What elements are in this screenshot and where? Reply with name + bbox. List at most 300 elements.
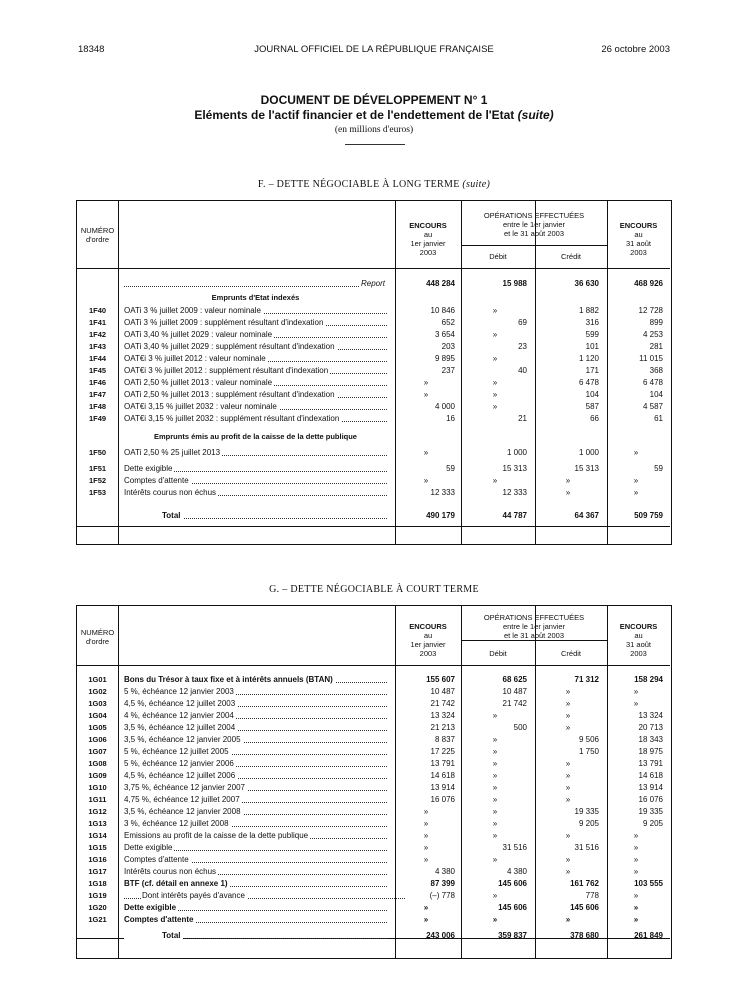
row-label <box>124 510 389 522</box>
cell-v1: 16 076 <box>430 795 455 804</box>
ops-l3: et le 31 août 2003 <box>503 229 565 238</box>
cell-v3: 378 680 <box>570 931 599 940</box>
row-label-text: Dette exigible <box>124 843 173 852</box>
header-divider <box>461 245 607 246</box>
section-f-title <box>0 179 748 190</box>
cell-v1: 12 333 <box>430 488 455 497</box>
row-code: 1F44 <box>88 354 107 363</box>
cell-v1: 21 213 <box>430 723 455 732</box>
cell-v2: » <box>492 354 498 363</box>
row-code: 1F42 <box>88 330 107 339</box>
cell-v4: 103 555 <box>634 879 663 888</box>
cell-v3: 31 516 <box>574 843 599 852</box>
table-row <box>77 278 670 290</box>
table-row <box>77 463 670 475</box>
cell-v2: » <box>492 378 498 387</box>
page-number: 18348 <box>78 44 105 55</box>
cell-v4: 4 587 <box>642 402 663 411</box>
cell-v3: 19 335 <box>574 807 599 816</box>
row-code: 1G21 <box>88 915 107 924</box>
ops-l1: OPÉRATIONS EFFECTUÉES <box>483 613 585 622</box>
cell-v4: 281 <box>649 342 663 351</box>
table-row <box>77 341 670 353</box>
table-row <box>77 487 670 499</box>
row-label-text: Emprunts émis au profit de la caisse de la dette publique <box>154 432 357 441</box>
cell-v4: 19 335 <box>638 807 663 816</box>
cell-v4: 468 926 <box>634 279 663 288</box>
encours-aug-1: ENCOURS <box>619 622 658 631</box>
table-row <box>77 389 670 401</box>
table-row <box>77 401 670 413</box>
cell-v3: » <box>565 476 571 485</box>
row-label-text: OATi 2,50 % 25 juillet 2013 <box>124 448 221 457</box>
table-row <box>77 475 670 487</box>
row-label <box>124 365 389 377</box>
row-label-text: Bons du Trésor à taux fixe et à intérêts annuels (BTAN) <box>124 675 333 684</box>
cell-v1: (–) 778 <box>429 891 455 900</box>
col-numero-label: NUMÉRO <box>80 226 115 235</box>
col-numero-label: NUMÉRO <box>80 628 115 637</box>
document-title: DOCUMENT DE DÉVELOPPEMENT N° 1 <box>260 93 488 107</box>
cell-v2: » <box>492 747 498 756</box>
table-row <box>77 710 670 722</box>
cell-v3: 9 205 <box>578 819 599 828</box>
header-divider <box>77 665 670 666</box>
cell-v4: » <box>633 831 639 840</box>
row-label-text: OAT€i 3,15 % juillet 2032 : valeur nominale <box>124 402 277 411</box>
row-label <box>124 698 389 710</box>
row-code: 1G02 <box>88 687 107 696</box>
cell-v3: » <box>565 795 571 804</box>
row-label <box>124 794 389 806</box>
row-label-text: Comptes d'attente <box>124 855 189 864</box>
row-label <box>124 413 389 425</box>
row-code: 1G06 <box>88 735 107 744</box>
cell-v4: 13 324 <box>638 711 663 720</box>
cell-v1: » <box>423 448 429 457</box>
cell-v3: 1 000 <box>578 448 599 457</box>
cell-v2: » <box>492 306 498 315</box>
cell-v2: » <box>492 795 498 804</box>
row-label <box>124 341 389 353</box>
cell-v2: » <box>492 402 498 411</box>
row-label-text: BTF (cf. détail en annexe 1) <box>124 879 228 888</box>
row-code: 1G04 <box>88 711 107 720</box>
row-label-text: 4 %, échéance 12 janvier 2004 <box>124 711 234 720</box>
cell-v4: 18 343 <box>638 735 663 744</box>
row-label-text: Dette exigible <box>124 903 177 912</box>
row-label <box>124 329 389 341</box>
cell-v3: » <box>565 711 571 720</box>
row-label-text: Intérêts courus non échus <box>124 867 217 876</box>
leader-dots <box>124 286 389 287</box>
row-code: 1G08 <box>88 759 107 768</box>
cell-v1: » <box>423 476 429 485</box>
row-label <box>124 710 389 722</box>
cell-v4: » <box>633 448 639 457</box>
cell-v3: » <box>565 488 571 497</box>
col-header-numero <box>77 226 118 244</box>
cell-v3: » <box>565 687 571 696</box>
document-subtitle-suffix: (suite) <box>517 108 554 122</box>
row-code: 1F45 <box>88 366 107 375</box>
cell-v3: 36 630 <box>574 279 599 288</box>
cell-v1: 652 <box>441 318 455 327</box>
cell-v2: 12 333 <box>502 488 527 497</box>
table-row <box>77 413 670 425</box>
cell-v3: 101 <box>585 342 599 351</box>
cell-v3: » <box>565 771 571 780</box>
row-label-text: OATi 2,50 % juillet 2013 : supplément résultant d'indexation <box>124 390 335 399</box>
cell-v4: » <box>633 476 639 485</box>
cell-v1: 87 399 <box>430 879 455 888</box>
row-label-text: Emprunts d'Etat indexés <box>211 293 300 302</box>
cell-v4: » <box>633 867 639 876</box>
row-code: 1G11 <box>88 795 107 804</box>
table-row <box>77 447 670 459</box>
row-label <box>124 818 389 830</box>
ops-l2: entre le 1er janvier <box>502 220 566 229</box>
row-label <box>124 878 389 890</box>
encours-jan-l3: 1er janvier <box>410 640 446 649</box>
table-row <box>77 854 670 866</box>
cell-v1: 4 000 <box>434 402 455 411</box>
row-label-text: 3,5 %, échéance 12 juillet 2004 <box>124 723 236 732</box>
cell-v1: » <box>423 843 429 852</box>
table-row <box>77 806 670 818</box>
table-row <box>77 794 670 806</box>
cell-v2: 31 516 <box>502 843 527 852</box>
cell-v4: 11 015 <box>639 354 663 363</box>
cell-v2: 145 606 <box>498 903 527 912</box>
row-label-text: 4,75 %, échéance 12 juillet 2007 <box>124 795 240 804</box>
row-label <box>124 278 389 290</box>
row-label <box>124 317 389 329</box>
encours-jan-l2: au <box>423 631 433 640</box>
cell-v4: 13 791 <box>638 759 663 768</box>
cell-v3: » <box>565 831 571 840</box>
encours-aug-1: ENCOURS <box>619 221 658 230</box>
table-row <box>77 365 670 377</box>
ops-l2: entre le 1er janvier <box>502 622 566 631</box>
col-header-encours-aug <box>607 622 670 658</box>
ops-l1: OPÉRATIONS EFFECTUÉES <box>483 211 585 220</box>
col-header-encours-jan <box>395 221 461 257</box>
row-label <box>124 377 389 389</box>
cell-v4: » <box>633 891 639 900</box>
table-row <box>77 866 670 878</box>
cell-v4: 368 <box>649 366 663 375</box>
table-row <box>77 377 670 389</box>
table-row <box>77 734 670 746</box>
cell-v1: 13 791 <box>430 759 455 768</box>
document-subtitle <box>0 108 748 122</box>
row-code: 1F51 <box>88 464 107 473</box>
section-g-table <box>76 605 672 959</box>
total-row <box>77 930 670 942</box>
row-code: 1F53 <box>88 488 107 497</box>
row-label-text: 5 %, échéance 12 janvier 2003 <box>124 687 234 696</box>
publication-date: 26 octobre 2003 <box>601 44 670 55</box>
row-label-text: 3 %, échéance 12 juillet 2008 <box>124 819 229 828</box>
header-divider <box>77 268 670 269</box>
cell-v4: 4 253 <box>642 330 663 339</box>
cell-v1: 9 895 <box>434 354 455 363</box>
row-label <box>124 782 389 794</box>
cell-v4: 9 205 <box>642 819 663 828</box>
cell-v3: 171 <box>585 366 599 375</box>
row-label <box>124 722 389 734</box>
cell-v2: 40 <box>518 366 527 375</box>
cell-v4: » <box>633 855 639 864</box>
cell-v2: » <box>492 783 498 792</box>
row-code: 1G16 <box>88 855 107 864</box>
encours-aug-4: 2003 <box>630 649 647 658</box>
cell-v4: 59 <box>654 464 663 473</box>
row-code: 1G03 <box>88 699 107 708</box>
cell-v2: 21 742 <box>502 699 527 708</box>
document-subtitle-text: Eléments de l'actif financier et de l'endettement de l'Etat <box>194 108 515 122</box>
table-row <box>77 842 670 854</box>
cell-v3: » <box>565 867 571 876</box>
cell-v1: » <box>423 855 429 864</box>
col-header-encours-aug <box>607 221 670 257</box>
cell-v3: 587 <box>585 402 599 411</box>
cell-v2: 15 988 <box>502 279 527 288</box>
cell-v3: » <box>565 855 571 864</box>
cell-v4: » <box>633 903 639 912</box>
cell-v1: 10 487 <box>430 687 455 696</box>
cell-v4: 6 478 <box>642 378 663 387</box>
cell-v1: 448 284 <box>426 279 455 288</box>
row-label-text: Dont intérêts payés d'avance <box>142 891 245 900</box>
row-label-text: 3,5 %, échéance 12 janvier 2008 <box>124 807 241 816</box>
row-label-text: Intérêts courus non échus <box>124 488 217 497</box>
cell-v2: » <box>492 330 498 339</box>
cell-v4: 12 728 <box>638 306 663 315</box>
row-label <box>124 674 389 686</box>
table-row <box>77 686 670 698</box>
journal-title: JOURNAL OFFICIEL DE LA RÉPUBLIQUE FRANÇAISE <box>254 44 494 55</box>
row-label <box>124 463 389 475</box>
row-label-text: 3,75 %, échéance 12 janvier 2007 <box>124 783 245 792</box>
cell-v1: 13 324 <box>430 711 455 720</box>
cell-v1: » <box>423 390 429 399</box>
cell-v2: 68 625 <box>502 675 527 684</box>
cell-v4: » <box>633 915 639 924</box>
cell-v2: » <box>492 831 498 840</box>
encours-aug-4: 2003 <box>630 248 647 257</box>
row-label <box>124 686 389 698</box>
cell-v2: 21 <box>518 414 527 423</box>
encours-jan-l2: au <box>423 230 433 239</box>
row-label-text: OATi 2,50 % juillet 2013 : valeur nominale <box>124 378 273 387</box>
table-row <box>77 329 670 341</box>
cell-v1: 14 618 <box>430 771 455 780</box>
col-header-credit: Crédit <box>560 649 581 658</box>
col-header-credit: Crédit <box>560 252 581 261</box>
row-label-text: OATi 3 % juillet 2009 : supplément résultant d'indexation <box>124 318 324 327</box>
cell-v1: » <box>423 807 429 816</box>
cell-v1: 243 006 <box>426 931 455 940</box>
row-label <box>124 475 389 487</box>
col-header-operations <box>461 613 607 640</box>
cell-v4: » <box>633 488 639 497</box>
table-row <box>77 746 670 758</box>
row-label-text: Total <box>124 511 183 520</box>
table-row <box>77 830 670 842</box>
row-label <box>124 758 389 770</box>
cell-v3: 316 <box>585 318 599 327</box>
cell-v1: 490 179 <box>426 511 455 520</box>
cell-v3: 9 506 <box>578 735 599 744</box>
row-label-text: 3,5 %, échéance 12 janvier 2005 <box>124 735 241 744</box>
row-code: 1G19 <box>88 891 107 900</box>
cell-v3: 1 882 <box>578 306 599 315</box>
cell-v3: » <box>565 915 571 924</box>
cell-v4: » <box>633 843 639 852</box>
cell-v2: 10 487 <box>502 687 527 696</box>
row-label-text: 4,5 %, échéance 12 juillet 2003 <box>124 699 236 708</box>
cell-v3: 6 478 <box>578 378 599 387</box>
row-code: 1G07 <box>88 747 107 756</box>
cell-v3: » <box>565 783 571 792</box>
table-row <box>77 722 670 734</box>
cell-v2: 500 <box>513 723 527 732</box>
cell-v4: 16 076 <box>638 795 663 804</box>
cell-v2: 145 606 <box>498 879 527 888</box>
ops-l3: et le 31 août 2003 <box>503 631 565 640</box>
encours-aug-2: au <box>634 230 643 239</box>
row-code: 1F52 <box>88 476 107 485</box>
cell-v3: 15 313 <box>574 464 599 473</box>
row-label-text: 4,5 %, échéance 12 juillet 2006 <box>124 771 236 780</box>
table-row <box>77 890 670 902</box>
row-label <box>124 305 389 317</box>
cell-v1: » <box>423 831 429 840</box>
row-label <box>124 353 389 365</box>
row-label <box>124 487 389 499</box>
row-code: 1G05 <box>88 723 107 732</box>
row-label-text: OATi 3,40 % juillet 2029 : supplément résultant d'indexation <box>124 342 335 351</box>
row-code: 1F49 <box>88 414 107 423</box>
row-code: 1F48 <box>88 402 107 411</box>
row-code: 1G14 <box>88 831 107 840</box>
encours-jan-l4: 2003 <box>419 248 437 257</box>
cell-v4: 18 975 <box>638 747 663 756</box>
title-divider <box>345 144 405 145</box>
row-code: 1G13 <box>88 819 107 828</box>
cell-v3: 599 <box>585 330 599 339</box>
row-code: 1G18 <box>88 879 107 888</box>
cell-v2: 23 <box>518 342 527 351</box>
section-f-table <box>76 200 672 545</box>
total-row <box>77 510 670 522</box>
row-label <box>124 431 389 443</box>
col-header-debit: Débit <box>489 252 507 261</box>
row-label-text: Emissions au profit de la caisse de la dette publique <box>124 831 309 840</box>
table-row <box>77 758 670 770</box>
cell-v3: » <box>565 699 571 708</box>
row-code: 1F50 <box>88 448 107 457</box>
row-label <box>124 830 389 842</box>
cell-v4: 14 618 <box>638 771 663 780</box>
row-label-text: 5 %, échéance 12 janvier 2006 <box>124 759 234 768</box>
row-code: 1F41 <box>88 318 107 327</box>
encours-jan-l1: ENCOURS <box>409 221 447 230</box>
row-label-text: OAT€i 3 % juillet 2012 : supplément résultant d'indexation <box>124 366 329 375</box>
cell-v4: 509 759 <box>634 511 663 520</box>
cell-v4: 61 <box>654 414 663 423</box>
cell-v1: 17 225 <box>430 747 455 756</box>
col-ordre-label: d'ordre <box>85 637 110 646</box>
cell-v1: 10 846 <box>430 306 455 315</box>
cell-v1: 8 837 <box>434 735 455 744</box>
row-code: 1F47 <box>88 390 107 399</box>
table-row <box>77 674 670 686</box>
cell-v2: » <box>492 390 498 399</box>
cell-v1: 16 <box>446 414 455 423</box>
row-label-text: OATi 3,40 % juillet 2029 : valeur nominale <box>124 330 273 339</box>
encours-jan-l1: ENCOURS <box>409 622 447 631</box>
cell-v3: 104 <box>585 390 599 399</box>
cell-v3: 161 762 <box>570 879 599 888</box>
row-label-text: Total <box>124 931 183 940</box>
cell-v4: 20 713 <box>638 723 663 732</box>
encours-jan-l4: 2003 <box>419 649 437 658</box>
table-row <box>77 878 670 890</box>
table-row <box>77 305 670 317</box>
total-divider <box>77 526 670 527</box>
cell-v4: » <box>633 687 639 696</box>
row-label <box>124 902 389 914</box>
row-label-text: 5 %, échéance 12 juillet 2005 <box>124 747 229 756</box>
cell-v3: 66 <box>590 414 599 423</box>
cell-v4: 899 <box>649 318 663 327</box>
group-heading-row <box>77 431 670 443</box>
cell-v1: » <box>423 915 429 924</box>
row-code: 1G10 <box>88 783 107 792</box>
encours-aug-2: au <box>634 631 643 640</box>
row-label <box>124 734 389 746</box>
page-header <box>0 44 748 58</box>
cell-v1: 4 380 <box>434 867 455 876</box>
row-label-text: Dette exigible <box>124 464 173 473</box>
cell-v1: » <box>423 819 429 828</box>
cell-v1: 3 654 <box>434 330 455 339</box>
cell-v1: » <box>423 903 429 912</box>
row-label <box>124 890 407 902</box>
row-label-text: OAT€i 3,15 % juillet 2032 : supplément résultant d'indexation <box>124 414 340 423</box>
group-heading-row <box>77 292 670 304</box>
section-f-title-text: F. – DETTE NÉGOCIABLE À LONG TERME <box>257 179 460 190</box>
row-code: 1G15 <box>88 843 107 852</box>
cell-v1: 155 607 <box>426 675 455 684</box>
row-label <box>124 854 389 866</box>
cell-v2: 4 380 <box>506 867 527 876</box>
cell-v2: 1 000 <box>506 448 527 457</box>
table-row <box>77 782 670 794</box>
table-row <box>77 818 670 830</box>
cell-v4: 158 294 <box>634 675 663 684</box>
cell-v4: 261 849 <box>634 931 663 940</box>
row-label <box>124 914 389 926</box>
row-label-text: OAT€i 3 % juillet 2012 : valeur nominale <box>124 354 266 363</box>
row-label <box>124 866 389 878</box>
cell-v2: » <box>492 759 498 768</box>
col-ordre-label: d'ordre <box>85 235 110 244</box>
row-label <box>124 447 389 459</box>
